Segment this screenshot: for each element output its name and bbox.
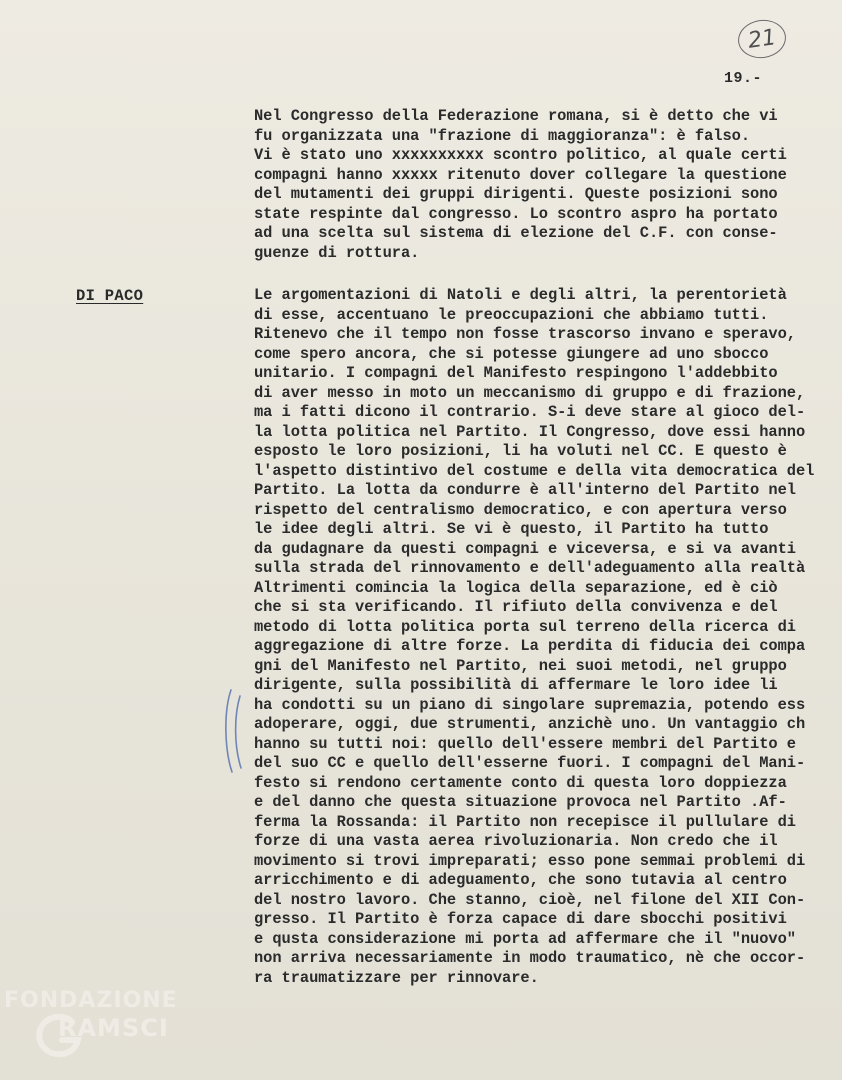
text-line: fu organizzata una "frazione di maggioranza": è falso. xyxy=(254,126,751,145)
text-line: del mutamenti dei gruppi dirigenti. Queste posizioni sono xyxy=(254,185,778,203)
text-line: Le argomentazioni di Natoli e degli altri, la perentorietà xyxy=(254,286,787,304)
text-line: metodo di lotta politica porta sul terreno della ricerca di xyxy=(254,617,796,636)
text-line: arricchimento e di adeguamento, che sono tutavia al centro xyxy=(254,871,787,889)
text-line: ra traumatizzare per rinnovare. xyxy=(254,968,539,987)
watermark-line2: RAMSCI xyxy=(58,1014,169,1042)
text-line: forze di una vasta aerea rivoluzionaria. Non credo che il xyxy=(254,832,778,850)
text-line: esposto le loro posizioni, li ha voluti nel CC. E questo è xyxy=(254,442,787,460)
text-line: del nostro lavoro. Che stanno, cioè, nel filone del XII Con- xyxy=(254,890,806,909)
text-line: compagni hanno xxxxx ritenuto dover collegare la questione xyxy=(254,165,787,184)
text-line: le idee degli altri. Se vi è questo, il Partito ha tutto xyxy=(254,520,769,538)
text-line: state respinte dal congresso. Lo scontro aspro ha portato xyxy=(254,204,778,223)
text-line: festo si rendono certamente conto di questa loro doppiezza xyxy=(254,773,787,792)
text-line: Nel Congresso della Federazione romana, si è detto che vi xyxy=(254,107,778,125)
text-line: rispetto del centralismo democratico, e con apertura verso xyxy=(254,500,787,519)
text-line: ad una scelta sul sistema di elezione del C.F. con conse- xyxy=(254,224,778,242)
text-line: non arriva necessariamente in modo traumatico, nè che occor- xyxy=(254,949,806,967)
text-line: hanno su tutti noi: quello dell'essere membri del Partito e xyxy=(254,734,796,753)
folio-stamp xyxy=(736,17,789,61)
text-line: adoperare, oggi, due strumenti, anzichè uno. Un vantaggio ch xyxy=(254,715,806,733)
text-line: come spero ancora, che si potesse giungere ad uno sbocco xyxy=(254,344,769,363)
watermark-line1: FONDAZIONE xyxy=(4,988,178,1013)
folio-number: 21 xyxy=(746,24,778,54)
text-line: da gudagnare da questi compagni e viceversa, e si va avanti xyxy=(254,539,796,558)
text-line: ma i fatti dicono il contrario. S-i deve stare al gioco del- xyxy=(254,403,806,421)
text-line: unitario. I compagni del Manifesto respingono l'addebbito xyxy=(254,364,778,382)
text-line: aggregazione di altre forze. La perdita di fiducia dei compa xyxy=(254,637,806,655)
text-line: Altrimenti comincia la logica della separazione, ed è ciò xyxy=(254,578,778,597)
text-line: Vi è stato uno xxxxxxxxxx scontro politico, al quale certi xyxy=(254,146,787,164)
text-line: guenze di rottura. xyxy=(254,243,420,262)
text-line: che si sta verificando. Il rifiuto della convivenza e del xyxy=(254,598,778,616)
speaker-name: DI PACO xyxy=(76,287,144,305)
page-number: 19.- xyxy=(724,70,763,87)
text-line: ferma la Rossanda: il Partito non recepisce il pullulare di xyxy=(254,812,796,831)
paragraph-di-paco xyxy=(254,286,814,988)
paragraph-intro xyxy=(254,107,787,263)
text-line: movimento si trovi impreparati; esso pone semmai problemi di xyxy=(254,851,806,870)
text-line: Ritenevo che il tempo non fosse trascorso invano e speravo, xyxy=(254,325,796,343)
watermark-logo xyxy=(4,988,224,1068)
text-line: sulla strada del rinnovamento e dell'adeguamento alla realtà xyxy=(254,559,806,577)
text-line: di aver messo in moto un meccanismo di gruppo e di frazione, xyxy=(254,383,806,402)
text-line: ha condotti su un piano di singolare supremazia, potendo ess xyxy=(254,695,806,714)
text-line: l'aspetto distintivo del costume e della vita democratica del xyxy=(254,461,815,480)
text-line: di esse, accentuano le preoccupazioni che abbiamo tutti. xyxy=(254,305,769,324)
text-line: e del danno che questa situazione provoca nel Partito .Af- xyxy=(254,793,787,811)
margin-annotation xyxy=(222,688,246,774)
text-line: gni del Manifesto nel Partito, nei suoi metodi, nel gruppo xyxy=(254,656,787,675)
text-line: la lotta politica nel Partito. Il Congresso, dove essi hanno xyxy=(254,422,806,441)
text-line: dirigente, sulla possibilità di affermare le loro idee li xyxy=(254,676,778,694)
text-line: gresso. Il Partito è forza capace di dare sbocchi positivi xyxy=(254,910,787,928)
text-line: Partito. La lotta da condurre è all'interno del Partito nel xyxy=(254,481,796,499)
text-line: e qusta considerazione mi porta ad affermare che il "nuovo" xyxy=(254,929,796,948)
text-line: del suo CC e quello dell'esserne fuori. I compagni del Mani- xyxy=(254,754,806,772)
